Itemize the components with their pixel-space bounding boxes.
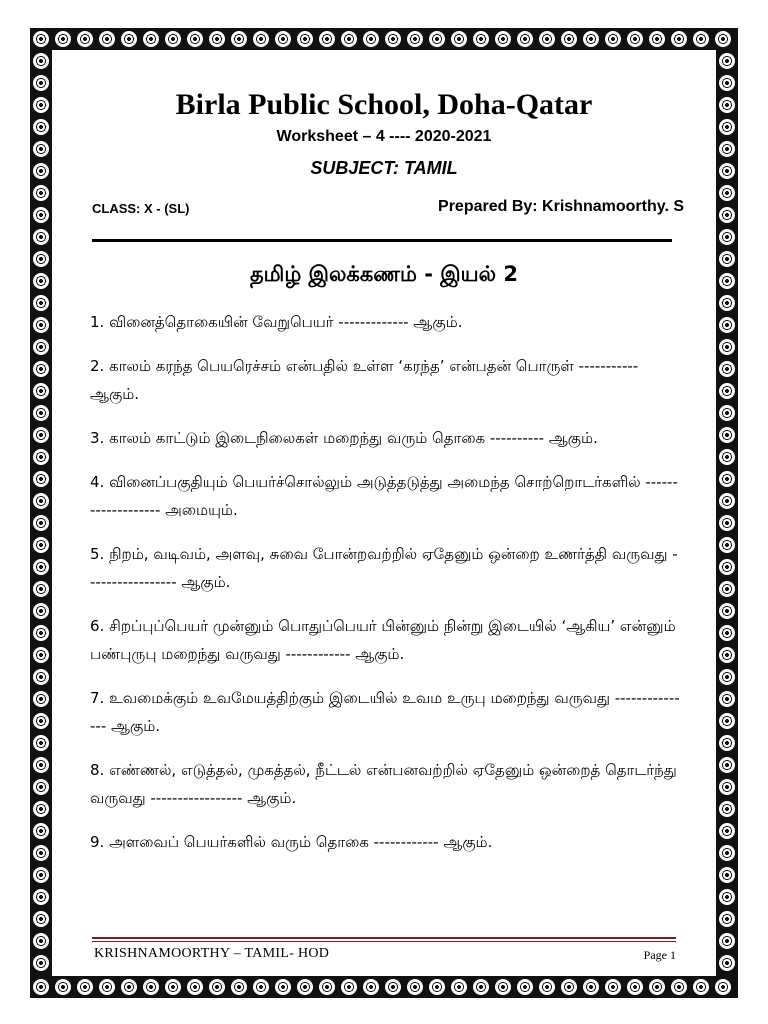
flower-ornament <box>719 185 735 201</box>
flower-ornament <box>719 75 735 91</box>
flower-ornament <box>99 31 115 47</box>
flower-ornament <box>363 31 379 47</box>
flower-ornament <box>671 31 687 47</box>
flower-ornament <box>341 979 357 995</box>
question-item: 4. வினைப்பகுதியும் பெயர்ச்சொல்லும் அடுத்தடுத்து அமைந்த சொற்றொடர்களில் ------------------- அமையும். <box>90 473 678 519</box>
flower-ornament <box>719 603 735 619</box>
flower-ornament <box>719 801 735 817</box>
flower-ornament <box>429 31 445 47</box>
flower-ornament <box>33 273 49 289</box>
flower-ornament <box>495 979 511 995</box>
flower-ornament <box>77 31 93 47</box>
flower-ornament <box>719 405 735 421</box>
flower-ornament <box>99 979 115 995</box>
flower-ornament <box>33 53 49 69</box>
flower-ornament <box>495 31 511 47</box>
flower-ornament <box>33 295 49 311</box>
flower-ornament <box>33 97 49 113</box>
flower-ornament <box>231 31 247 47</box>
flower-ornament <box>473 31 489 47</box>
flower-ornament <box>719 383 735 399</box>
flower-ornament <box>719 889 735 905</box>
flower-ornament <box>719 867 735 883</box>
flower-ornament <box>583 31 599 47</box>
flower-ornament <box>719 537 735 553</box>
flower-ornament <box>121 979 137 995</box>
flower-ornament <box>561 31 577 47</box>
flower-ornament <box>451 979 467 995</box>
flower-ornament <box>55 979 71 995</box>
flower-ornament <box>539 979 555 995</box>
flower-ornament <box>649 31 665 47</box>
flower-ornament <box>719 119 735 135</box>
flower-ornament <box>671 979 687 995</box>
flower-ornament <box>275 979 291 995</box>
flower-ornament <box>33 757 49 773</box>
worksheet-number: Worksheet – 4 ---- 2020-2021 <box>276 128 492 145</box>
subject-heading: SUBJECT: TAMIL <box>310 158 458 178</box>
flower-ornament <box>33 537 49 553</box>
flower-ornament <box>33 625 49 641</box>
flower-ornament <box>407 979 423 995</box>
flower-ornament <box>719 779 735 795</box>
prepared-by: Prepared By: Krishnamoorthy. S <box>438 198 684 215</box>
flower-ornament <box>55 31 71 47</box>
flower-ornament <box>719 691 735 707</box>
question-item: 6. சிறப்புப்பெயர் முன்னும் பொதுப்பெயர் பின்னும் நின்று இடையில் ‘ஆகிய’ என்னும் பண்புருபு மறைந்து வருவது ------------ ஆகும். <box>90 617 676 663</box>
class-label: CLASS: X - (SL) <box>92 201 190 216</box>
flower-ornament <box>33 383 49 399</box>
flower-ornament <box>33 493 49 509</box>
question-item: 5. நிறம், வடிவம், அளவு, சுவை போன்றவற்றில் ஏதேனும் ஒன்றை உணர்த்தி வருவது ----------------- ஆகும். <box>90 545 678 591</box>
flower-ornament <box>33 801 49 817</box>
question-item: 1. வினைத்தொகையின் வேறுபெயர் ------------- ஆகும். <box>90 313 463 331</box>
flower-ornament <box>297 979 313 995</box>
flower-ornament <box>719 713 735 729</box>
flower-ornament <box>187 979 203 995</box>
flower-ornament <box>451 31 467 47</box>
flower-ornament <box>33 669 49 685</box>
flower-ornament <box>297 31 313 47</box>
flower-ornament <box>33 691 49 707</box>
question-item: 7. உவமைக்கும் உவமேயத்திற்கும் இடையில் உவம உருபு மறைந்து வருவது --------------- ஆகும். <box>90 689 680 735</box>
flower-ornament <box>33 845 49 861</box>
footer-divider <box>92 937 676 939</box>
flower-ornament <box>719 251 735 267</box>
flower-ornament <box>209 979 225 995</box>
flower-ornament <box>719 669 735 685</box>
flower-ornament <box>341 31 357 47</box>
flower-ornament <box>473 979 489 995</box>
flower-ornament <box>719 933 735 949</box>
flower-ornament <box>253 31 269 47</box>
flower-ornament <box>33 317 49 333</box>
flower-ornament <box>33 229 49 245</box>
flower-ornament <box>33 119 49 135</box>
flower-ornament <box>165 979 181 995</box>
flower-ornament <box>719 229 735 245</box>
flower-ornament <box>319 979 335 995</box>
flower-ornament <box>719 493 735 509</box>
flower-ornament <box>517 979 533 995</box>
flower-ornament <box>121 31 137 47</box>
flower-ornament <box>33 31 49 47</box>
header-divider <box>92 239 672 242</box>
flower-ornament <box>33 141 49 157</box>
question-list <box>90 308 680 872</box>
flower-ornament <box>33 449 49 465</box>
flower-ornament <box>719 823 735 839</box>
flower-ornament <box>33 163 49 179</box>
flower-ornament <box>385 979 401 995</box>
flower-ornament <box>719 625 735 641</box>
flower-ornament <box>33 559 49 575</box>
flower-ornament <box>33 647 49 663</box>
flower-ornament <box>719 471 735 487</box>
worksheet-page <box>52 50 716 976</box>
flower-ornament <box>715 31 731 47</box>
flower-ornament <box>517 31 533 47</box>
flower-ornament <box>33 603 49 619</box>
flower-ornament <box>561 979 577 995</box>
flower-ornament <box>605 31 621 47</box>
flower-ornament <box>33 515 49 531</box>
flower-ornament <box>719 53 735 69</box>
flower-ornament <box>693 31 709 47</box>
flower-ornament <box>33 405 49 421</box>
page-number: Page 1 <box>643 948 676 962</box>
flower-ornament <box>719 757 735 773</box>
flower-ornament <box>33 207 49 223</box>
flower-ornament <box>719 581 735 597</box>
flower-ornament <box>363 979 379 995</box>
flower-ornament <box>605 979 621 995</box>
flower-ornament <box>33 979 49 995</box>
flower-ornament <box>719 295 735 311</box>
flower-ornament <box>719 515 735 531</box>
flower-ornament <box>33 339 49 355</box>
flower-ornament <box>33 889 49 905</box>
flower-ornament <box>719 559 735 575</box>
flower-ornament <box>33 581 49 597</box>
flower-ornament <box>719 141 735 157</box>
question-item: 3. காலம் காட்டும் இடைநிலைகள் மறைந்து வரும் தொகை ---------- ஆகும். <box>90 429 598 447</box>
flower-ornament <box>719 647 735 663</box>
flower-ornament <box>719 955 735 971</box>
footer-author: KRISHNAMOORTHY – TAMIL- HOD <box>94 946 330 961</box>
flower-ornament <box>539 31 555 47</box>
flower-ornament <box>187 31 203 47</box>
flower-ornament <box>33 867 49 883</box>
footer-divider-thin <box>92 941 676 942</box>
flower-ornament <box>33 75 49 91</box>
flower-ornament <box>143 31 159 47</box>
flower-ornament <box>33 735 49 751</box>
flower-ornament <box>275 31 291 47</box>
flower-ornament <box>33 185 49 201</box>
flower-ornament <box>719 273 735 289</box>
flower-ornament <box>719 735 735 751</box>
flower-ornament <box>319 31 335 47</box>
flower-ornament <box>33 823 49 839</box>
question-item: 9. அளவைப் பெயர்களில் வரும் தொகை ------------ ஆகும். <box>90 833 493 851</box>
flower-ornament <box>649 979 665 995</box>
flower-ornament <box>165 31 181 47</box>
flower-ornament <box>33 933 49 949</box>
flower-ornament <box>627 31 643 47</box>
flower-ornament <box>385 31 401 47</box>
flower-ornament <box>33 779 49 795</box>
question-item: 2. காலம் கரந்த பெயரெச்சம் என்பதில் உள்ள ‘கரந்த’ என்பதன் பொருள் ----------- ஆகும். <box>90 357 639 403</box>
flower-ornament <box>33 427 49 443</box>
flower-ornament <box>715 979 731 995</box>
flower-ornament <box>719 97 735 113</box>
flower-ornament <box>33 955 49 971</box>
flower-ornament <box>719 339 735 355</box>
flower-ornament <box>231 979 247 995</box>
question-item: 8. எண்ணல், எடுத்தல், முகத்தல், நீட்டல் என்பனவற்றில் ஏதேனும் ஒன்றைத் தொடர்ந்து வருவது ----------------- ஆகும். <box>90 761 677 807</box>
flower-ornament <box>719 207 735 223</box>
school-name: Birla Public School, Doha-Qatar <box>175 88 593 121</box>
flower-ornament <box>719 911 735 927</box>
flower-ornament <box>719 427 735 443</box>
flower-ornament <box>693 979 709 995</box>
flower-ornament <box>627 979 643 995</box>
flower-ornament <box>407 31 423 47</box>
flower-ornament <box>33 251 49 267</box>
flower-ornament <box>33 713 49 729</box>
flower-ornament <box>77 979 93 995</box>
flower-ornament <box>719 361 735 377</box>
flower-ornament <box>143 979 159 995</box>
flower-ornament <box>209 31 225 47</box>
flower-ornament <box>719 163 735 179</box>
flower-ornament <box>719 317 735 333</box>
flower-ornament <box>33 471 49 487</box>
flower-ornament <box>719 845 735 861</box>
flower-ornament <box>583 979 599 995</box>
flower-ornament <box>253 979 269 995</box>
flower-ornament <box>429 979 445 995</box>
flower-ornament <box>33 911 49 927</box>
section-title: தமிழ் இலக்கணம் - இயல் 2 <box>249 262 519 286</box>
flower-ornament <box>719 449 735 465</box>
flower-ornament <box>33 361 49 377</box>
